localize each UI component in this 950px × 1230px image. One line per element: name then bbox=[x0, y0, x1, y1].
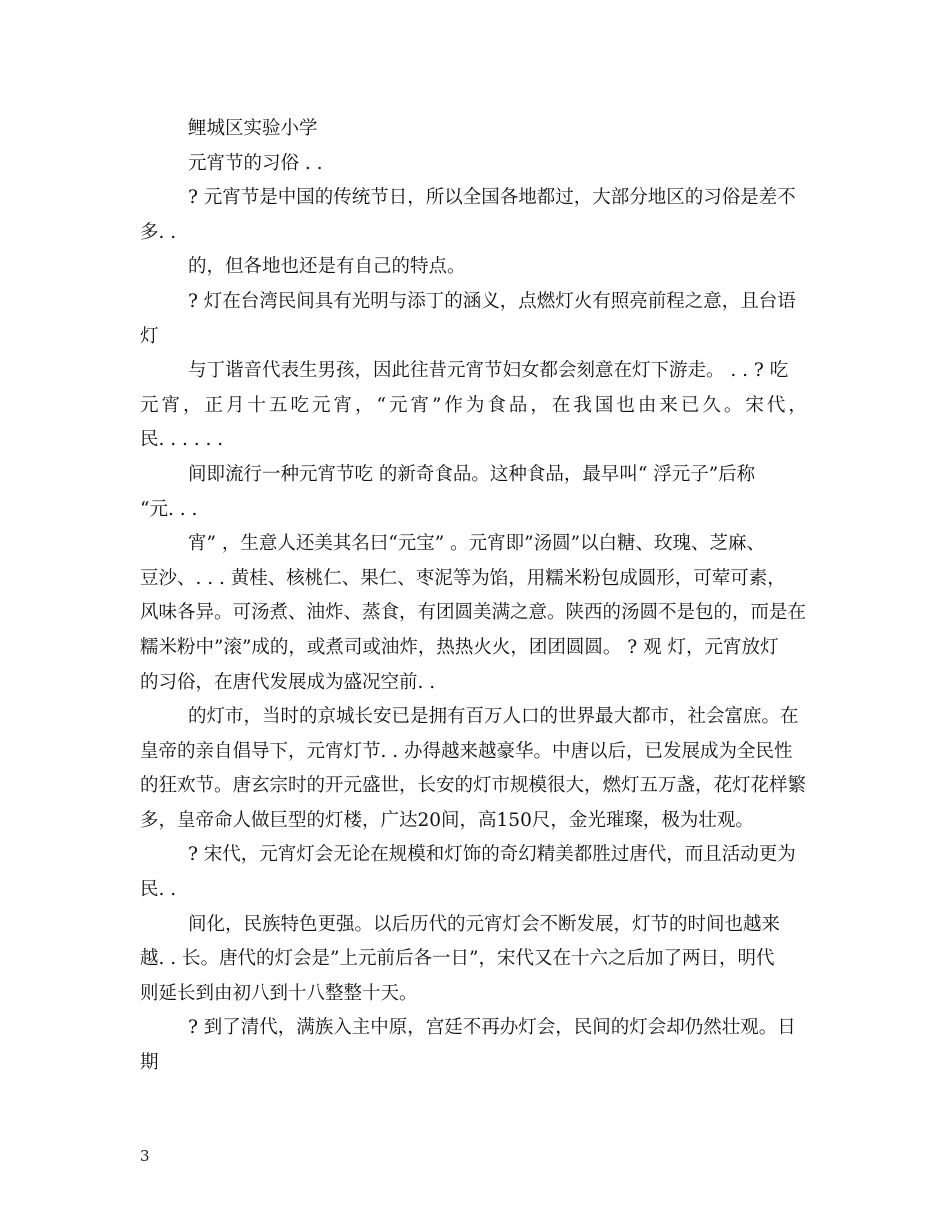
text-line: 的，但各地也还是有自己的特点。 bbox=[188, 256, 466, 278]
text-line: 灯 bbox=[140, 325, 159, 347]
text-line: ? 宋代，元宵灯会无论在规模和灯饰的奇幻精美都胜过唐代，而且活动更为 bbox=[188, 844, 796, 866]
text-line: 多. . bbox=[140, 221, 177, 243]
text-line: 的习俗，在唐代发展成为盛况空前. . bbox=[140, 671, 436, 693]
text-line: 间化，民族特色更强。以后历代的元宵灯会不断发展，灯节的时间也越来 bbox=[188, 913, 781, 935]
text-line: 民. . . . . . bbox=[140, 429, 224, 451]
text-line: ? 灯在台湾民间具有光明与添丁的涵义，点燃灯火有照亮前程之意，且台语 bbox=[188, 290, 796, 312]
text-line: 的灯市，当时的京城长安已是拥有百万人口的世界最大都市，社会富庶。在 bbox=[188, 706, 799, 728]
text-line: 越. . 长。唐代的灯会是”上元前后各一日”，宋代又在十六之后加了两日，明代 bbox=[140, 948, 775, 970]
text-line: 元宵，正月十五吃元宵，“元宵”作为食品，在我国也由来已久。宋代， bbox=[140, 394, 810, 416]
text-line: 风味各异。可汤煮、油炸、蒸食，有团圆美满之意。陕西的汤圆不是包的，而是在 bbox=[140, 602, 807, 624]
text-line: 豆沙、. . . 黄桂、核桃仁、果仁、枣泥等为馅，用糯米粉包成圆形，可荤可素， bbox=[140, 567, 786, 589]
text-line: 间即流行一种元宵节吃 的新奇食品。这种食品，最早叫“ 浮元子”后称 bbox=[188, 463, 756, 485]
text-line: 则延长到由初八到十八整整十天。 bbox=[140, 982, 418, 1004]
text-line: 鲤城区实验小学 bbox=[188, 118, 318, 139]
text-line: 元宵节的习俗 . . bbox=[188, 152, 323, 174]
text-line: ? 到了清代，满族入主中原，宫廷不再办灯会，民间的灯会却仍然壮观。日 bbox=[188, 1017, 796, 1039]
body-text bbox=[140, 112, 820, 1081]
text-line: “元. . . bbox=[140, 498, 198, 520]
page-number: 3 bbox=[140, 1147, 150, 1165]
text-line: ? 元宵节是中国的传统节日，所以全国各地都过，大部分地区的习俗是差不 bbox=[188, 187, 796, 209]
text-line: 宵” ，生意人还美其名曰“元宝” 。元宵即”汤圆”以白糖、玫瑰、芝麻、 bbox=[188, 533, 766, 555]
text-line: 与丁谐音代表生男孩，因此往昔元宵节妇女都会刻意在灯下游走。 . . ? 吃 bbox=[188, 360, 789, 382]
text-line: 皇帝的亲自倡导下，元宵灯节. . 办得越来越豪华。中唐以后，已发展成为全民性 bbox=[140, 740, 793, 762]
text-line: 民. . bbox=[140, 879, 177, 901]
text-line: 的狂欢节。唐玄宗时的开元盛世，长安的灯市规模很大，燃灯五万盏，花灯花样繁 bbox=[140, 775, 807, 797]
text-line: 糯米粉中”滚”成的，或煮司或油炸，热热火火，团团圆圆。 ? 观 灯，元宵放灯 bbox=[140, 636, 779, 658]
text-line: 多，皇帝命人做巨型的灯楼，广达20间，高150尺，金光璀璨，极为壮观。 bbox=[140, 809, 754, 831]
text-line: 期 bbox=[140, 1052, 159, 1074]
